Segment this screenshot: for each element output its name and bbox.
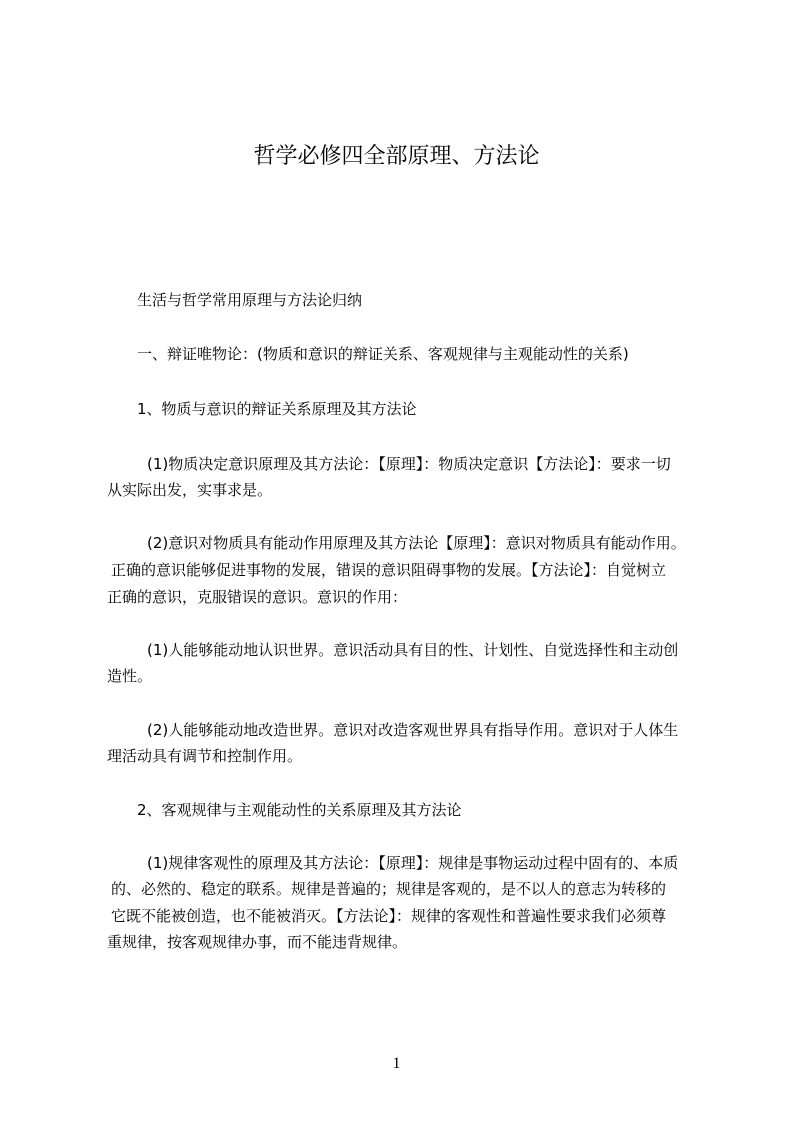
document-title: 哲学必修四全部原理、方法论 bbox=[253, 144, 540, 169]
paragraph-line: 重规律，按客观规律办事，而不能违背规律。 bbox=[107, 933, 408, 951]
subsection-heading: 2、客观规律与主观能动性的关系原理及其方法论 bbox=[137, 801, 462, 819]
paragraph-line: 的、必然的、稳定的联系。规律是普遍的；规律是客观的，是不以人的意志为转移的 bbox=[111, 880, 667, 898]
paragraph-line: (2)意识对物质具有能动作用原理及其方法论【原理】：意识对物质具有能动作用。 bbox=[147, 534, 686, 552]
paragraph-line: 理活动具有调节和控制作用。 bbox=[107, 747, 303, 765]
paragraph-line: (2)人能够能动地改造世界。意识对改造客观世界具有指导作用。意识对于人体生 bbox=[147, 721, 679, 739]
paragraph-line: 正确的意识能够促进事物的发展，错误的意识阻碍事物的发展。【方法论】：自觉树立 bbox=[111, 561, 667, 579]
paragraph-line: 从实际出发，实事求是。 bbox=[107, 481, 273, 499]
section-heading: 一、辩证唯物论：(物质和意识的辩证关系、客观规律与主观能动性的关系) bbox=[137, 345, 629, 363]
paragraph-line: (1)规律客观性的原理及其方法论：【原理】：规律是事物运动过程中固有的、本质 bbox=[147, 854, 679, 872]
section-heading: 生活与哲学常用原理与方法论归纳 bbox=[137, 291, 363, 309]
page-number: 1 bbox=[392, 1055, 401, 1072]
subsection-heading: 1、物质与意识的辩证关系原理及其方法论 bbox=[137, 400, 417, 418]
paragraph-line: (1)物质决定意识原理及其方法论：【原理】：物质决定意识【方法论】：要求一切 bbox=[147, 455, 671, 473]
paragraph-line: 造性。 bbox=[107, 667, 153, 685]
paragraph-line: 正确的意识，克服错误的意识。意识的作用： bbox=[107, 588, 408, 606]
paragraph-line: (1)人能够能动地认识世界。意识活动具有目的性、计划性、自觉选择性和主动创 bbox=[147, 641, 679, 659]
paragraph-line: 它既不能被创造，也不能被消灭。【方法论】：规律的客观性和普遍性要求我们必须尊 bbox=[111, 907, 667, 925]
